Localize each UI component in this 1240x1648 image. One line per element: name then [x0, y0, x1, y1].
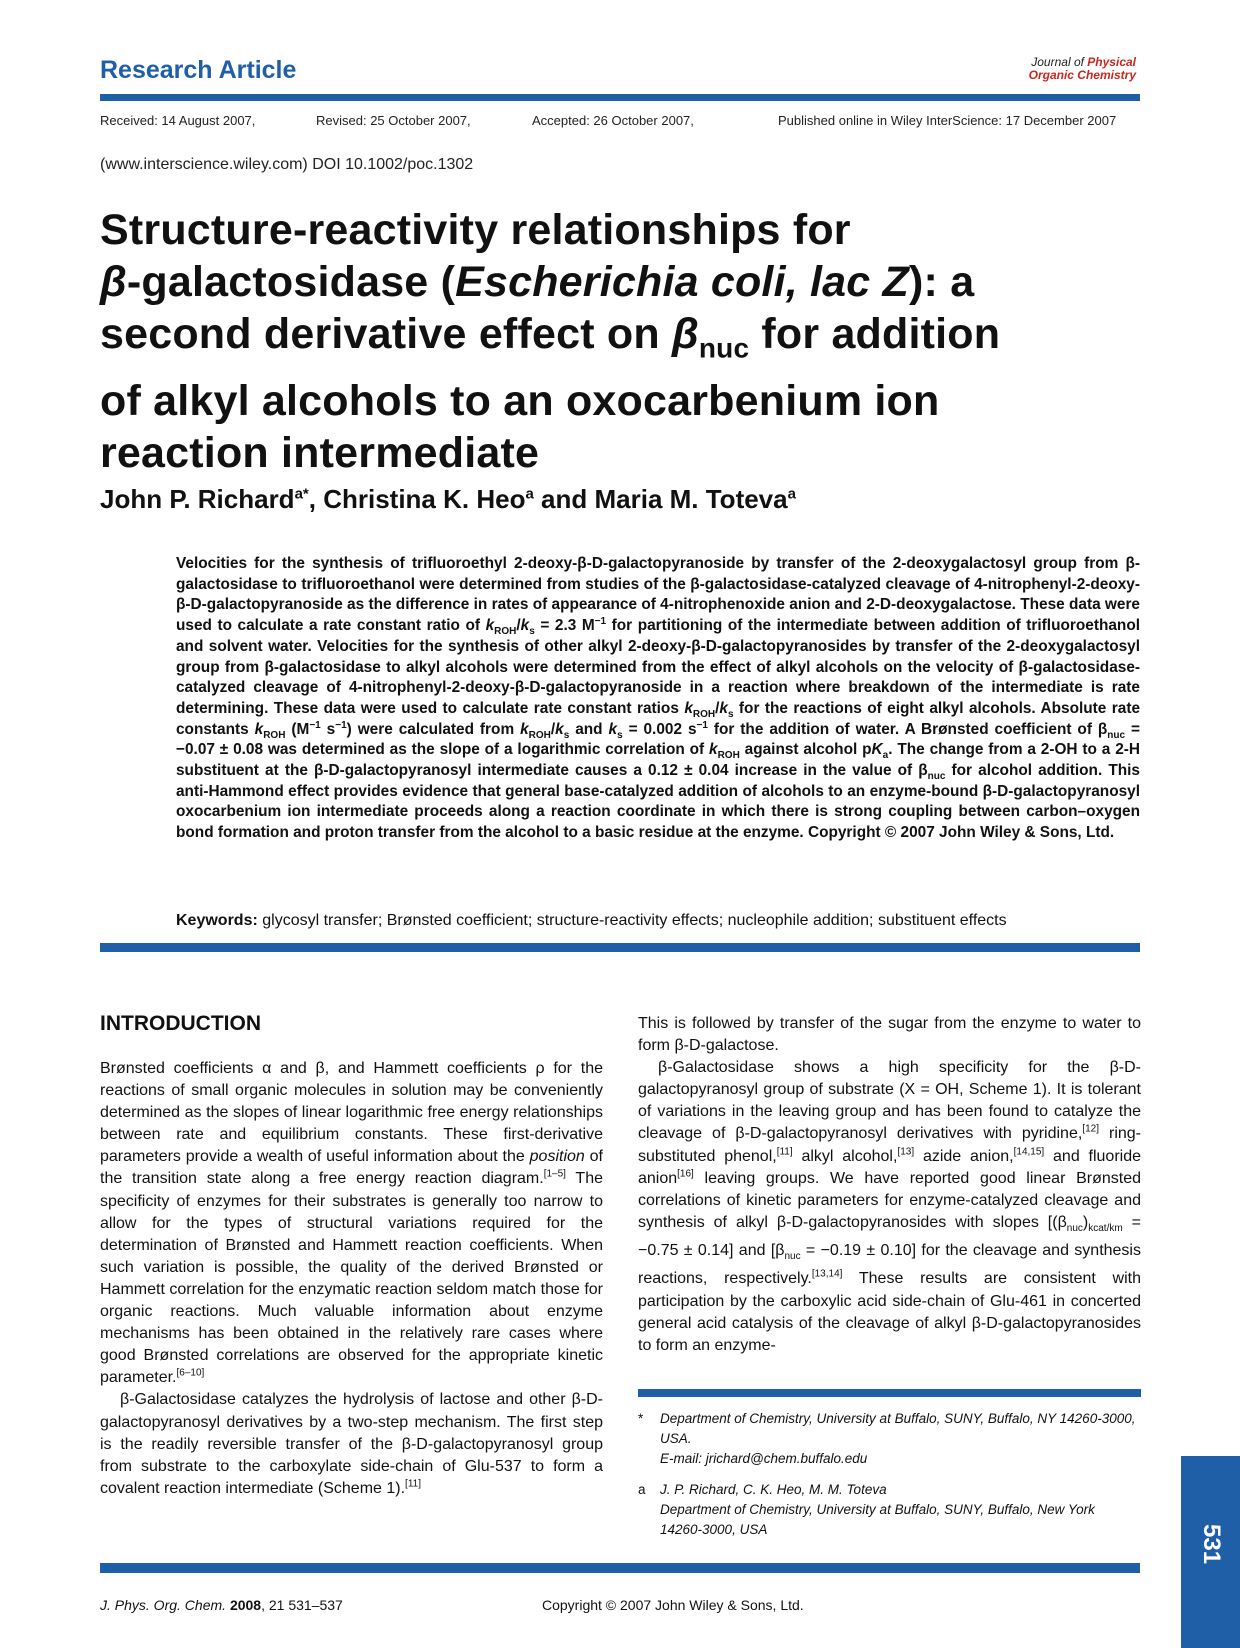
journal-citation	[100, 1597, 343, 1613]
paragraph-text: β-Galactosidase catalyzes the hydrolysis of lactose and other β-D-galactopyranosyl derivatives by a two-step mechanism. The first step is the readily reversible transfer of the β-D-galactopyranosyl group from substrate to the carboxylate side-chain of Glu-537 to form a covalent reaction intermediate (Scheme 1).	[100, 1391, 603, 1497]
author-name: and Maria M. Toteva	[533, 484, 788, 514]
math-subscript: nuc	[784, 1251, 801, 1263]
organism-name: Escherichia coli, lac Z	[455, 258, 910, 306]
title-line: of alkyl alcohols to an oxocarbenium ion	[100, 376, 940, 425]
math-subscript: nuc	[927, 771, 946, 783]
citation[interactable]: [6–10]	[176, 1367, 205, 1379]
math-subscript: s	[727, 709, 734, 720]
paragraph-text: The specificity of enzymes for their substrates is generally too narrow to allow for the types of structural variations required for the determination of Brønsted and Hammett reaction coefficients. When such variation is possible, the quality of the derived Brønsted or Hammett correlation for the enzymatic reaction seldom match those for organic reactions. Much valuable information about enzyme mechanisms has been obtained in the relatively rare cases where good Brønsted correlations are observed for the appropriate kinetic parameter.	[100, 1170, 604, 1387]
paragraph	[100, 1389, 603, 1499]
journal-logo-line1: Journal of	[1031, 55, 1084, 69]
abstract-text: /	[715, 699, 720, 717]
beta-symbol: β	[100, 258, 127, 306]
beta-symbol: β	[671, 310, 699, 358]
abstract-rule	[100, 943, 1140, 952]
abstract-text: for partitioning of the intermediate between addition of trifluoroethanol and solvent water. Velocities for the synthesis of other alkyl 2-deoxy-β-D-galactopyranosides by transfer of the 2-deoxygalactosyl group from β-galactosidase to alkyl alcohols were determined from the effect of alkyl alcohols on the velocity of β-galactosidase-catalyzed cleavage of 4-nitrophenyl-2-deoxy-β-D-galactopyranoside in a reaction where breakdown of the intermediate is rate determining. These data were used to calculate rate constant ratios	[176, 617, 1140, 717]
citation[interactable]: [13,14]	[811, 1269, 843, 1281]
affiliation-marker: a	[525, 485, 534, 503]
paragraph-text: = −0.19 ± 0.10] for the cleavage and synthesis reactions, respectively.	[638, 1242, 1141, 1288]
header-rule	[100, 94, 1140, 101]
section-label: Research Article	[100, 56, 297, 84]
math-symbol: k	[520, 720, 529, 738]
journal-logo-line2: Organic Chemistry	[1028, 68, 1136, 82]
affiliation-marker: a	[787, 485, 796, 503]
math-subscript: nuc	[1066, 1223, 1083, 1235]
affiliation-marker: a*	[294, 485, 309, 503]
title-text: -galactosidase (	[126, 258, 456, 306]
math-subscript: ROH	[263, 729, 286, 741]
keywords-label: Keywords:	[176, 912, 258, 929]
abstract-text: ) were calculated from	[346, 720, 521, 738]
footnote-rule	[638, 1389, 1141, 1397]
citation[interactable]: [16]	[677, 1168, 694, 1180]
footnote-text: 14260-3000, USA	[660, 1522, 768, 1537]
abstract	[176, 554, 1140, 844]
paragraph: β-Galactosidase shows a high specificity for the β-D-galactopyranosyl group of substrate (X = OH, Scheme 1). It is tolerant of variations in the leaving group and has been found to catalyze the cleavage of β-D-galactopyranosyl derivatives with pyridine,[12] ring-substituted phenol,[11] alkyl alcohol,[13] azide anion,[14,15] and fluoride anion[16] leaving groups. We have reported good linear Brønsted correlations of kinetic parameters for enzyme-catalyzed cleavage and synthesis of alkyl β-D-galactopyranosides with slopes $[(\beta_{nuc})_{kcat/km} = -0.75 \pm 0.14]$ and $[\beta_{nuc} = -0.19 \pm 0.10]$ for the cleavage and synthesis reactions, respectively.[13,14] These results are consistent with participation by the carboxylic acid side-chain of Glu-461 in concerted general acid catalysis of the cleavage of alkyl β-D-galactopyranosides to form an enzyme-	[638, 1059, 1142, 1354]
math-superscript: −1	[696, 719, 708, 731]
citation[interactable]: [11]	[776, 1146, 793, 1158]
math-subscript: ROH	[528, 729, 551, 741]
math-subscript: s	[563, 729, 570, 741]
footnote-text: Department of Chemistry, University at Buffalo, SUNY, Buffalo, New York	[660, 1502, 1095, 1517]
paragraph: This is followed by transfer of the sugar from the enzyme to water to form β-D-galactose.	[638, 1015, 1141, 1055]
math-symbol: k	[555, 720, 564, 738]
title-text: for addition	[749, 310, 1001, 358]
paragraph-text: leaving groups. We have reported good linear Brønsted correlations of kinetic parameters for enzyme-catalyzed cleavage and synthesis of alkyl β-D-galactopyranosides with slopes [(β	[638, 1169, 1141, 1231]
keywords	[176, 912, 1007, 930]
math-subscript: nuc	[1107, 729, 1126, 741]
footer-copyright: Copyright © 2007 John Wiley & Sons, Ltd.	[542, 1597, 804, 1613]
math-symbol: K	[871, 741, 883, 759]
title-text: ): a	[909, 258, 975, 306]
abstract-text: = 2.3 M	[534, 617, 595, 635]
citation[interactable]: [12]	[1082, 1124, 1099, 1136]
left-column	[100, 1058, 603, 1500]
math-symbol: k	[719, 699, 728, 717]
page-number: 531	[1198, 1524, 1225, 1565]
footnote-marker-a: a	[638, 1482, 646, 1497]
date-accepted: Accepted: 26 October 2007,	[532, 113, 694, 128]
citation[interactable]: [11]	[405, 1478, 421, 1490]
citation-year: 2008	[229, 1597, 262, 1613]
abstract-text: and	[569, 720, 609, 738]
abstract-text: for the reactions of eight alkyl alcohols. Absolute rate constants	[176, 699, 1141, 738]
math-superscript: −1	[335, 719, 347, 731]
footnote-text: J. P. Richard, C. K. Heo, M. M. Toteva	[660, 1482, 887, 1497]
abstract-text: for alcohol addition. This anti-Hammond effect provides evidence that general base-catalyzed addition of alcohols to an enzyme-bound β-D-galactopyranosyl oxocarbenium ion intermediate proceeds along a reaction coordinate in which there is strong coupling between carbon–oxygen bond formation and proton transfer from the alcohol to a basic residue at the enzyme. Copyright © 2007 John Wiley & Sons, Ltd.	[176, 762, 1140, 842]
math-subscript: s	[529, 626, 535, 638]
math-symbol: k	[684, 699, 693, 717]
abstract-text: /	[550, 720, 556, 738]
footnote-corresponding	[660, 1409, 1140, 1469]
footnote-marker-star: *	[638, 1411, 644, 1426]
section-heading-introduction: INTRODUCTION	[100, 1012, 261, 1035]
citation-pages: , 21 531–537	[261, 1597, 343, 1613]
paper-title	[100, 204, 1140, 479]
math-subscript: ROH	[692, 709, 716, 720]
math-subscript: kcat/km	[1088, 1223, 1123, 1235]
math-superscript: −1	[309, 719, 321, 731]
math-symbol: k	[709, 741, 718, 759]
math-subscript: a	[882, 750, 889, 762]
abstract-text: (M	[285, 720, 310, 738]
footnote-text: USA.	[660, 1431, 692, 1446]
citation[interactable]: [13]	[897, 1146, 915, 1158]
journal-logo	[980, 56, 1136, 82]
journal-logo-accent: Physical	[1087, 55, 1136, 69]
abstract-text: s	[320, 720, 336, 738]
math-symbol: k	[254, 720, 264, 738]
emphasis: position	[529, 1148, 585, 1166]
paragraph-text: and fluoride anion	[638, 1147, 1142, 1187]
author-name: John P. Richard	[100, 484, 295, 514]
math-subscript: ROH	[494, 626, 517, 638]
date-published: Published online in Wiley InterScience: 17 December 2007	[778, 113, 1117, 128]
abstract-text: = −0.07 ± 0.08 was determined as the slope of a logarithmic correlation of	[176, 720, 1141, 759]
date-received: Received: 14 August 2007,	[100, 113, 256, 128]
abstract-text: . The change from a 2-OH to a 2-H substituent at the β-D-galactopyranosyl intermediate causes a 0.12 ± 0.04 increase in the value of β	[176, 741, 1140, 780]
paragraph-text: β-Galactosidase shows a high specificity for the β-D-galactopyranosyl group of substrate (X = OH, Scheme 1). It is tolerant of variations in the leaving group and has been found to catalyze the cleavage of β-D-galactopyranosyl derivatives with pyridine,	[638, 1059, 1141, 1143]
paragraph-text: azide anion,	[914, 1147, 1014, 1165]
paragraph-text: ring-substituted phenol,	[638, 1125, 1141, 1165]
journal-abbrev: J. Phys. Org. Chem.	[100, 1597, 227, 1613]
abstract-text: for the addition of water. A Brønsted coefficient of β	[707, 720, 1108, 738]
abstract-text: = 0.002 s	[622, 720, 697, 738]
doi: (www.interscience.wiley.com) DOI 10.1002/poc.1302	[100, 156, 474, 173]
citation[interactable]: [14,15]	[1013, 1146, 1045, 1158]
title-line: Structure-reactivity relationships for	[100, 206, 851, 254]
paragraph-text: of the transition state along a free energy reaction diagram.	[100, 1148, 603, 1188]
title-text: second derivative effect on	[100, 310, 672, 358]
math-symbol: k	[485, 617, 495, 635]
math-superscript: −1	[594, 615, 607, 627]
citation[interactable]: [1–5]	[543, 1169, 566, 1181]
footnote-affiliation	[660, 1480, 1140, 1540]
math-subscript: ROH	[717, 750, 740, 762]
paragraph-text: These results are consistent with participation by the carboxylic acid side-chain of Glu-461 in concerted general acid catalysis of the cleavage of alkyl β-D-galactopyranosides to form an enzyme-	[638, 1270, 1142, 1354]
footnote-text: Department of Chemistry, University at Buffalo, SUNY, Buffalo, NY 14260-3000,	[660, 1411, 1136, 1426]
email-link[interactable]: E-mail: jrichard@chem.buffalo.edu	[660, 1451, 868, 1466]
abstract-text: against alcohol p	[739, 741, 872, 759]
keywords-text: glycosyl transfer; Brønsted coefficient; structure-reactivity effects; nucleophile addition; substituent effects	[257, 912, 1007, 929]
paragraph-text: = −0.75 ± 0.14] and [β	[638, 1213, 1141, 1260]
math-symbol: k	[608, 720, 618, 738]
footer-rule	[100, 1563, 1140, 1573]
author-name: , Christina K. Heo	[308, 484, 526, 514]
title-line	[100, 256, 1140, 308]
beta-subscript: nuc	[698, 332, 750, 364]
page-number-tab	[1181, 1456, 1240, 1648]
title-line: reaction intermediate	[100, 428, 540, 477]
math-symbol: k	[520, 617, 530, 635]
abstract-text: /	[516, 617, 521, 635]
right-column	[638, 1013, 1141, 1357]
title-line	[100, 308, 1140, 375]
author-list	[100, 484, 796, 515]
paragraph-text: alkyl alcohol,	[792, 1147, 898, 1165]
abstract-text: Velocities for the synthesis of trifluoroethyl 2-deoxy-β-D-galactopyranoside by transfer of the 2-deoxygalactosyl group from β-galactosidase to trifluoroethanol were determined from studies of the β-galactosidase-catalyzed cleavage of 4-nitrophenyl-2-deoxy-β-D-galactopyranoside as the difference in rates of appearance of 4-nitrophenoxide anion and 2-D-deoxygalactose. These data were used to calculate a rate constant ratio of	[176, 555, 1140, 635]
math-subscript: s	[617, 729, 623, 741]
paragraph-text: Brønsted coefficients α and β, and Hammett coefficients ρ for the reactions of small organic molecules in solution may be conveniently determined as the slopes of linear logarithmic free energy relationships between rate and equilibrium constants. These first-derivative parameters provide a wealth of useful information about the	[100, 1060, 603, 1166]
date-revised: Revised: 25 October 2007,	[316, 113, 471, 128]
paragraph	[100, 1058, 603, 1389]
